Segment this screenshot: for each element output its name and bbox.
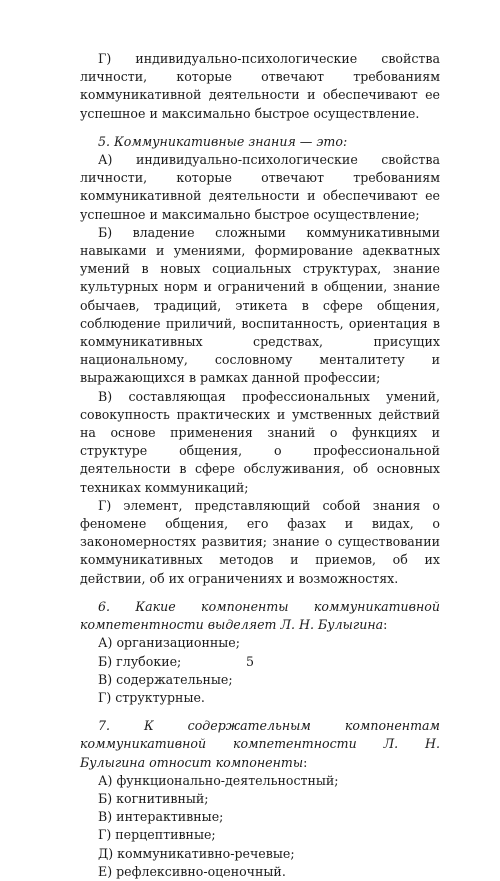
question-5-option-c: В) составляющая профессиональных умений, совокупность практических и умственных действий на основе применения знаний о функциях и структуре общения, о профессиональной деятельности в сфере обслуживания, об основных техниках коммуникаций; xyxy=(80,388,440,495)
intro-option-g: Г) индивидуально-психологические свойства личности, которые отвечают требованиям коммуникативной деятельности и обеспечивают ее успешное и максимально быстрое осуществление. xyxy=(80,51,440,121)
question-7-option-c: В) интерактивные; xyxy=(98,809,224,825)
question-7-option-a: А) функционально-деятельностный; xyxy=(98,772,339,788)
question-5-title: 5. Коммуникативные знания — это: xyxy=(98,133,348,149)
question-7-option-b: Б) когнитивный; xyxy=(98,790,209,806)
question-7-option-f: Е) рефлексивно-оценочный. xyxy=(98,863,286,879)
question-5-option-b: Б) владение сложными коммуникативными навыками и умениями, формирование адекватных умений в новых социальных структурах, знание культурных норм и ограничений в общении, знание обычаев, традиций, этикета в сфере общения, соблюдение приличий, воспитанность, ориентация в коммуникативных средствах, присущих национальному, сословному менталитету и выражающихся в рамках данной профессии; xyxy=(80,224,440,386)
question-7-title-colon: : xyxy=(303,754,308,770)
question-5-option-d: Г) элемент, представляющий собой знания о феномене общения, его фазах и видах, о закономерностях развития; знание о существовании коммуникативных методов и приемов, об их действии, об их ограничениях и возможностях. xyxy=(80,497,440,586)
question-6-option-d: Г) структурные. xyxy=(98,689,205,705)
question-6-option-a: А) организационные; xyxy=(98,635,240,651)
question-6-title-text: 6. Какие компоненты коммуникативной компетентности выделяет Л. Н. Булыгина xyxy=(80,598,440,633)
question-6-option-b: Б) глубокие; xyxy=(98,653,182,669)
question-5-option-a: А) индивидуально-психологические свойства личности, которые отвечают требованиям коммуникативной деятельности и обеспечивают ее успешное и максимально быстрое осуществление; xyxy=(80,152,440,222)
question-6-title-colon: : xyxy=(383,617,388,633)
question-6-option-c: В) содержательные; xyxy=(98,671,233,687)
question-7-option-e: Д) коммуникативно-речевые; xyxy=(98,845,295,861)
question-7-title xyxy=(80,717,440,772)
question-6-title xyxy=(80,598,440,634)
question-7-option-d: Г) перцептивные; xyxy=(98,827,216,843)
question-7-title-text: 7. К содержательным компонентам коммуникативной компетентности Л. Н. Булыгина относит компоненты xyxy=(80,718,440,770)
page-number: 5 xyxy=(245,654,254,669)
